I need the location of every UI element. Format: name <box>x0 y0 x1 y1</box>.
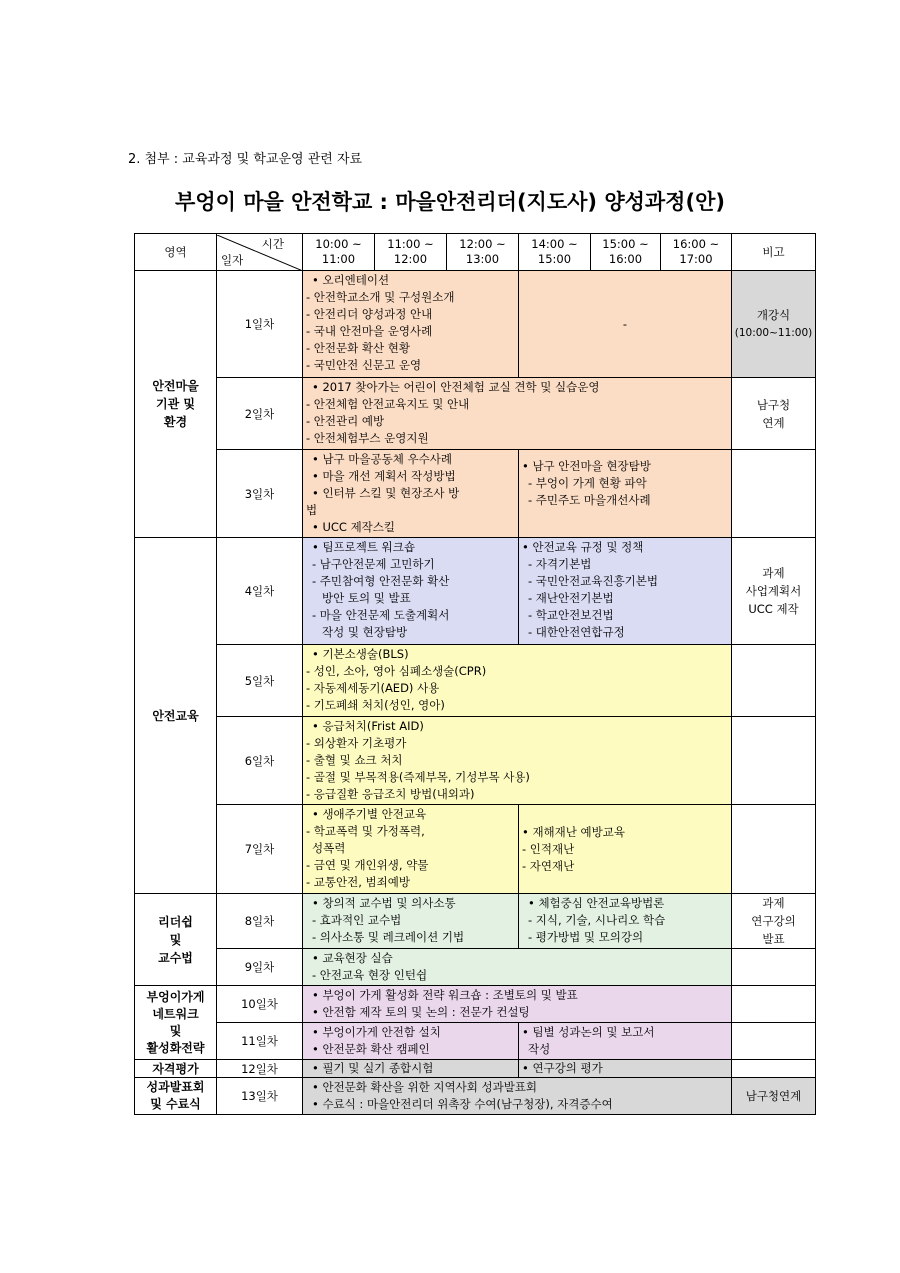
table-row <box>135 271 816 378</box>
day8-right: • 체험중심 안전교육방법론 - 지식, 기술, 시나리오 학습 - 평가방법 및 모의강의 <box>519 894 732 949</box>
table-row <box>135 538 816 645</box>
day-cell: 6일차 <box>217 717 303 805</box>
day4-note: 과제 사업계획서 UCC 제작 <box>732 538 816 645</box>
day-cell: 13일차 <box>217 1078 303 1115</box>
day2-content: • 2017 찾아가는 어린이 안전체험 교실 견학 및 실습운영 - 안전체험 안전교육지도 및 안내 - 안전관리 예방 - 안전체험부스 운영지원 <box>303 378 732 450</box>
header-slot-2: 11:00 ~ 12:00 <box>375 234 447 271</box>
table-row <box>135 645 816 717</box>
day1-note: 개강식 (10:00~11:00) <box>732 271 816 378</box>
document-title: 부엉이 마을 안전학교 : 마을안전리더(지도사) 양성과정(안) <box>175 190 725 214</box>
category-safe-village: 안전마을 기관 및 환경 <box>135 271 217 538</box>
day-cell: 12일차 <box>217 1060 303 1078</box>
header-note: 비고 <box>732 234 816 271</box>
day1-afternoon: - <box>519 271 732 378</box>
day11-left: • 부엉이가게 안전함 설치 • 안전문화 확산 캠페인 <box>303 1023 519 1060</box>
table-row <box>135 986 816 1023</box>
day-cell: 3일차 <box>217 450 303 538</box>
day10-content: • 부엉이 가게 활성화 전략 워크숍 : 조별토의 및 발표 • 안전함 제작 토의 및 논의 : 전문가 컨설팅 <box>303 986 732 1023</box>
header-slot-1: 10:00 ~ 11:00 <box>303 234 375 271</box>
day8-note: 과제 연구강의 발표 <box>732 894 816 949</box>
day-cell: 7일차 <box>217 805 303 894</box>
table-row <box>135 1023 816 1060</box>
header-time: 시간 <box>261 237 284 251</box>
attachment-line: 2. 첨부 : 교육과정 및 학교운영 관련 자료 <box>128 152 363 167</box>
header-area: 영역 <box>135 234 217 271</box>
day-cell: 1일차 <box>217 271 303 378</box>
day8-left: • 창의적 교수법 및 의사소통 - 효과적인 교수법 - 의사소통 및 레크레이션 기법 <box>303 894 519 949</box>
day11-right: • 팀별 성과논의 및 보고서 작성 <box>519 1023 732 1060</box>
day-cell: 4일차 <box>217 538 303 645</box>
day5-content: • 기본소생술(BLS) - 성인, 소아, 영아 심폐소생술(CPR) - 자동제세동기(AED) 사용 - 기도폐쇄 처치(성인, 영아) <box>303 645 732 717</box>
table-row <box>135 949 816 986</box>
curriculum-table <box>134 233 816 1115</box>
day7-left: • 생애주기별 안전교육 - 학교폭력 및 가정폭력, 성폭력 - 금연 및 개인위생, 약물 - 교통안전, 범죄예방 <box>303 805 519 894</box>
header-slot-6: 16:00 ~ 17:00 <box>661 234 732 271</box>
header-slot-4: 14:00 ~ 15:00 <box>519 234 591 271</box>
day1-content: • 오리엔테이션 - 안전학교소개 및 구성원소개 - 안전리더 양성과정 안내 - 국내 안전마을 운영사례 - 안전문화 확산 현황 - 국민안전 신문고 운영 <box>303 271 519 378</box>
table-row <box>135 805 816 894</box>
day2-note: 남구청 연계 <box>732 378 816 450</box>
day12-note <box>732 1060 816 1078</box>
day6-content: • 응급처치(Frist AID) - 외상환자 기초평가 - 출혈 및 쇼크 처치 - 골절 및 부목적용(즉제부목, 기성부목 사용) - 응급질환 응급조치 방법(내외과) <box>303 717 732 805</box>
day6-note <box>732 717 816 805</box>
category-owl-store: 부엉이가게 네트워크 및 활성화전략 <box>135 986 217 1060</box>
category-presentation: 성과발표회 및 수료식 <box>135 1078 217 1115</box>
day9-note <box>732 949 816 986</box>
header-slot-3: 12:00 ~ 13:00 <box>447 234 519 271</box>
table-row <box>135 1060 816 1078</box>
day7-note <box>732 805 816 894</box>
day5-note <box>732 645 816 717</box>
table-row <box>135 894 816 949</box>
header-time-day-cell <box>217 234 303 271</box>
day3-note <box>732 450 816 538</box>
day10-note <box>732 986 816 1023</box>
table-row <box>135 717 816 805</box>
day3-left: • 남구 마을공동체 우수사례 • 마을 개선 계획서 작성방법 • 인터뷰 스킬 및 현장조사 방 법 • UCC 제작스킬 <box>303 450 519 538</box>
day11-note <box>732 1023 816 1060</box>
day-cell: 10일차 <box>217 986 303 1023</box>
header-slot-5: 15:00 ~ 16:00 <box>591 234 661 271</box>
header-row <box>135 234 816 271</box>
table-row <box>135 378 816 450</box>
day-cell: 9일차 <box>217 949 303 986</box>
category-leadership: 리더쉽 및 교수법 <box>135 894 217 986</box>
category-safety-education: 안전교육 <box>135 538 217 894</box>
category-evaluation: 자격평가 <box>135 1060 217 1078</box>
day-cell: 8일차 <box>217 894 303 949</box>
table-row <box>135 450 816 538</box>
day12-left: • 필기 및 실기 종합시험 <box>303 1060 519 1078</box>
day-cell: 11일차 <box>217 1023 303 1060</box>
day3-right: • 남구 안전마을 현장탐방 - 부엉이 가게 현황 파악 - 주민주도 마을개선사례 <box>519 450 732 538</box>
day7-right: • 재해재난 예방교육 - 인적재난 - 자연재난 <box>519 805 732 894</box>
header-day: 일자 <box>221 253 244 267</box>
day13-note: 남구청연계 <box>732 1078 816 1115</box>
day4-left: • 팀프로젝트 워크숍 - 남구안전문제 고민하기 - 주민참여형 안전문화 확산 방안 토의 및 발표 - 마을 안전문제 도출계획서 작성 및 현장탐방 <box>303 538 519 645</box>
day-cell: 2일차 <box>217 378 303 450</box>
day-cell: 5일차 <box>217 645 303 717</box>
table-row <box>135 1078 816 1115</box>
day9-content: • 교육현장 실습 - 안전교육 현장 인턴쉽 <box>303 949 732 986</box>
day13-content: • 안전문화 확산을 위한 지역사회 성과발표회 • 수료식 : 마을안전리더 위촉장 수여(남구청장), 자격증수여 <box>303 1078 732 1115</box>
day12-right: • 연구강의 평가 <box>519 1060 732 1078</box>
day4-right: • 안전교육 규정 및 정책 - 자격기본법 - 국민안전교육진흥기본법 - 재난안전기본법 - 학교안전보건법 - 대한안전연합규정 <box>519 538 732 645</box>
